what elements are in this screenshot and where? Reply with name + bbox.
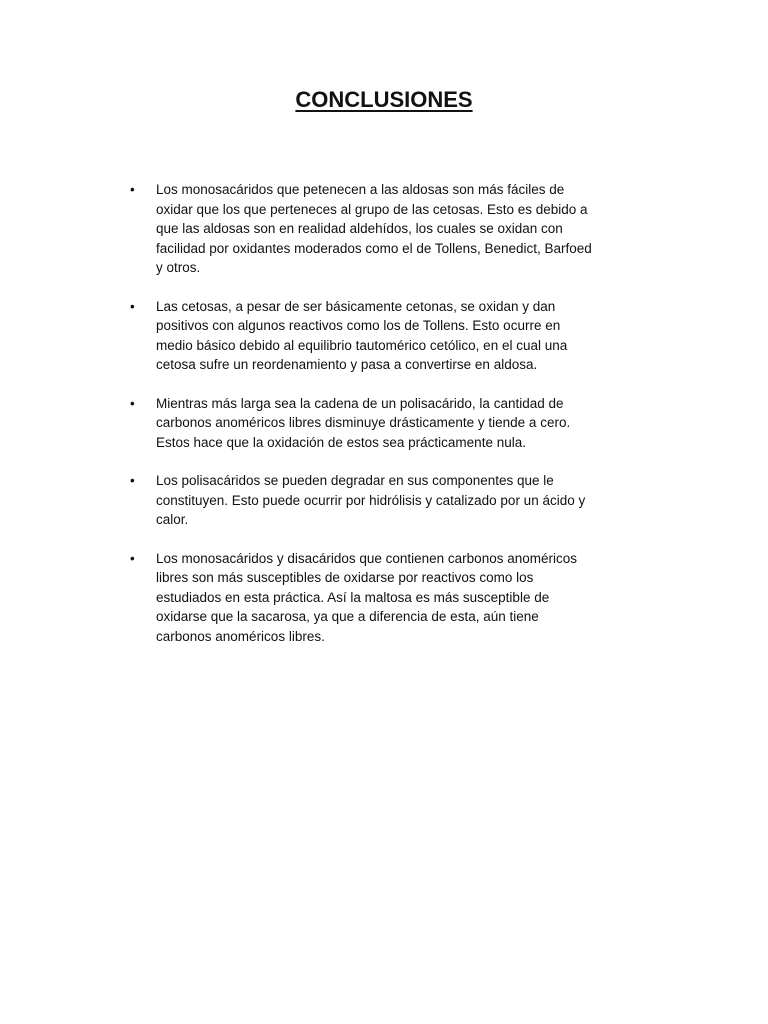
- list-item: [0, 549, 768, 647]
- bullet-icon: •: [130, 298, 135, 314]
- list-item-text: Los monosacáridos que petenecen a las aldosas son más fáciles de oxidar que los que perteneces al grupo de las cetosas. Esto es debido a que las aldosas son en realidad aldehídos, los cuales se oxidan con facilidad por oxidantes moderados como el de Tollens, Benedict, Barfoed y otros.: [156, 182, 592, 275]
- bullet-icon: •: [130, 550, 135, 566]
- bullet-icon: •: [130, 473, 135, 488]
- list-item-text: Las cetosas, a pesar de ser básicamente cetonas, se oxidan y dan positivos con algunos reactivos como los de Tollens. Esto ocurre en medio básico debido al equilibrio tautomérico cetólico, en el cual una cetosa sufre un reordenamiento y pasa a convertirse en aldosa.: [156, 298, 568, 372]
- document-title: CONCLUSIONES: [295, 87, 473, 112]
- list-item: [0, 297, 768, 375]
- list-item: [0, 471, 768, 530]
- bullet-icon: •: [130, 395, 135, 411]
- list-item-text: Los monosacáridos y disacáridos que contienen carbonos anoméricos libres son más susceptibles de oxidarse por reactivos como los estudiados en esta práctica. Así la maltosa es más susceptible de oxidarse que la sacarosa, ya que a diferencia de esta, aún tiene carbonos anoméricos libres.: [156, 550, 577, 644]
- bullet-icon: •: [130, 182, 135, 197]
- conclusions-list: [0, 180, 768, 665]
- list-item-text: Mientras más larga sea la cadena de un polisacárido, la cantidad de carbonos anoméricos libres disminuye drásticamente y tiende a cero. Estos hace que la oxidación de estos sea prácticamente nula.: [156, 395, 571, 450]
- list-item-text: Los polisacáridos se pueden degradar en sus componentes que le constituyen. Esto puede ocurrir por hidrólisis y catalizado por un ácido y calor.: [156, 473, 586, 527]
- list-item: [0, 394, 768, 453]
- list-item: [0, 180, 768, 278]
